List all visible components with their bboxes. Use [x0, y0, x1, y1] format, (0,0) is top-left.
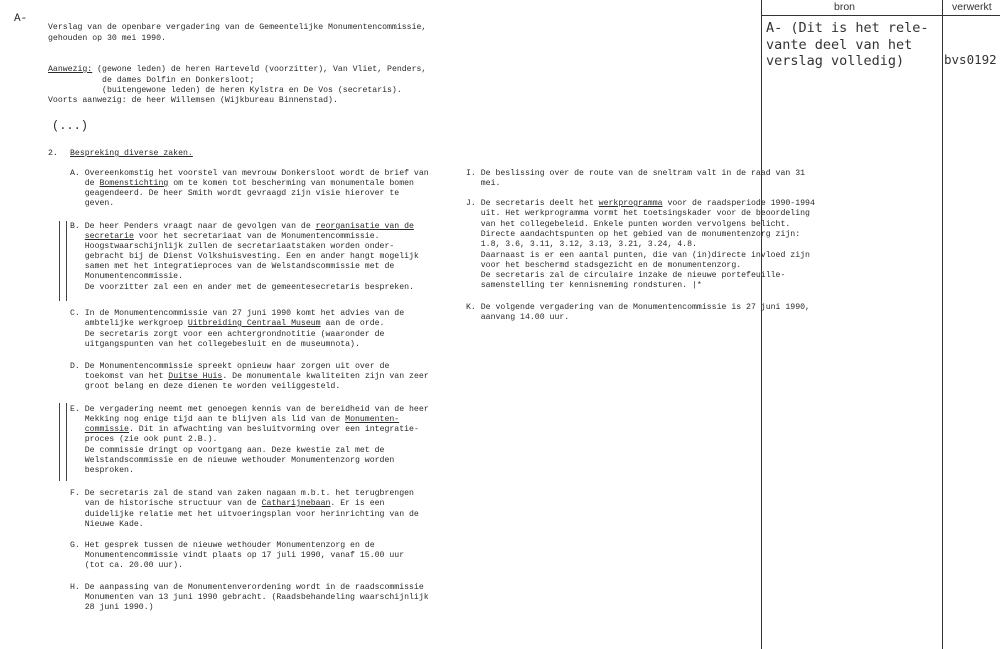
item-b-margin-bars [59, 221, 67, 301]
item-j-line-4: Directe aandachtspunten op het gebied van de monumentenzorg zijn: [466, 230, 801, 239]
item-f-line-2: van de historische structuur van de Catharijnebaan. Er is een [70, 499, 385, 508]
attendance-label: Aanwezig: [48, 65, 93, 74]
item-j-line-2: uit. Het werkprogramma vormt het toetsingskader voor de beoordeling [466, 209, 810, 218]
item-a-line-4: geven. [70, 199, 115, 208]
item-c-line-1: C. In de Monumentencommissie van 27 juni 1990 komt het advies van de [70, 309, 405, 318]
item-d-line-1: D. De Monumentencommissie spreekt opnieuw haar zorgen uit over de [70, 362, 390, 371]
margin-note-line-3: verslag volledig) [766, 53, 905, 69]
item-c-line-3: De secretaris zorgt voor een achtergrondnotitie (waaronder de [70, 330, 385, 339]
section-number: 2. [48, 149, 58, 158]
item-b-line-7: De voorzitter zal een en ander met de gemeentesecretaris bespreken. [70, 283, 414, 292]
margin-column-divider [942, 0, 943, 649]
item-f-line-1: F. De secretaris zal de stand van zaken nagaan m.b.t. het terugbrengen [70, 489, 414, 498]
item-e-line-4: proces (zie ook punt 2.B.). [70, 435, 218, 444]
item-j-line-3: van het collegebeleid. Enkele punten worden vervolgens belicht. [466, 220, 791, 229]
report-title-line-2: gehouden op 30 mei 1990. [48, 34, 166, 43]
item-d-line-2: toekomst van het Duitse Huis. De monumentale kwaliteiten zijn van zeer [70, 372, 429, 381]
margin-header-rule [761, 15, 1000, 16]
attendance-line-3: (buitengewone leden) de heren Kylstra en De Vos (secretaris). [48, 86, 402, 95]
item-b-line-5: samen met het integratieproces van de Welstandscommissie met de [70, 262, 395, 271]
margin-note-line-2: vante deel van het [766, 37, 913, 53]
item-b-line-6: Monumentencommissie. [70, 272, 184, 281]
attendance-line-4: Voorts aanwezig: de heer Willemsen (Wijkbureau Binnenstad). [48, 96, 338, 105]
item-j-line-6: Daarnaast is er een aantal punten, die van (in)directe invloed zijn [466, 251, 810, 260]
page-marker: A- [14, 13, 28, 25]
item-k-line-1: K. De volgende vergadering van de Monumentencommissie is 27 juni 1990, [466, 303, 810, 312]
item-e-line-6: Welstandscommissie en de nieuwe wethouder Monumentenzorg worden [70, 456, 395, 465]
attendance-line-2: de dames Dolfin en Donkersloot; [48, 76, 255, 85]
margin-reference-code: bvs0192 [944, 52, 997, 67]
item-e-line-5: De commissie dringt op voortgang aan. Deze kwestie zal met de [70, 446, 385, 455]
item-a-line-3: geagendeerd. De heer Smith wordt gevraagd zijn visie hierover te [70, 189, 400, 198]
margin-left-border [761, 0, 762, 649]
attendance-line-1: Aanwezig: (gewone leden) de heren Harteveld (voorzitter), Van Vliet, Penders, [48, 65, 427, 74]
item-i-line-2: mei. [466, 179, 501, 188]
item-e-line-7: besproken. [70, 466, 134, 475]
item-f-line-3: duidelijke relatie met het uitvoeringsplan voor herinrichting van de [70, 510, 419, 519]
item-g-line-1: G. Het gesprek tussen de nieuwe wethouder Monumentenzorg en de [70, 541, 375, 550]
column-header-verwerkt: verwerkt [952, 1, 992, 13]
section-title: Bespreking diverse zaken. [70, 149, 193, 158]
item-j-line-8: De secretaris zal de circulaire inzake de nieuwe portefeuille- [466, 271, 786, 280]
item-h-line-3: 28 juni 1990.) [70, 603, 154, 612]
item-c-line-4: uitgangspunten van het collegebesluit en de museumnota). [70, 340, 360, 349]
item-g-line-2: Monumentencommissie vindt plaats op 17 juli 1990, vanaf 15.00 uur [70, 551, 405, 560]
item-j-line-7: voor het beschermd stadsgezicht en de monumentenzorg. [466, 261, 742, 270]
item-b-line-3: Hoogstwaarschijnlijk zullen de secretariaatstaken worden onder- [70, 242, 395, 251]
item-c-line-2: ambtelijke werkgroep Uitbreiding Centraal Museum aan de orde. [70, 319, 385, 328]
item-j-line-5: 1.8, 3.6, 3.11, 3.12, 3.13, 3.21, 3.24, 4.8. [466, 240, 697, 249]
item-b-line-4: gebracht bij de Dienst Volkshuisvesting. Een en ander hangt mogelijk [70, 252, 419, 261]
ellipsis: (...) [52, 119, 89, 133]
item-a-line-2: de Bomenstichting om te komen tot bescherming van monumentale bomen [70, 179, 414, 188]
item-a-line-1: A. Overeenkomstig het voorstel van mevrouw Donkersloot wordt de brief van [70, 169, 429, 178]
item-d-line-3: groot belang en deze dienen te worden veiliggesteld. [70, 382, 341, 391]
item-h-line-1: H. De aanpassing van de Monumentenverordening wordt in de raadscommissie [70, 583, 424, 592]
item-k-line-2: aanvang 14.00 uur. [466, 313, 570, 322]
item-j-line-9: samenstelling ter kennisneming rondsturen. |* [466, 281, 702, 290]
item-e-line-3: commissie. Dit in afwachting van besluitvorming over een integratie- [84, 425, 419, 434]
item-f-line-4: Nieuwe Kade. [70, 520, 144, 529]
item-e-line-2: Mekking nog enige tijd aan te blijven als lid van de Monumenten- [70, 415, 400, 424]
item-b-line-2: secretarie voor het secretariaat van de Monumentencommissie. [84, 232, 380, 241]
item-b-line-1: B. De heer Penders vraagt naar de gevolgen van de reorganisatie van de [70, 222, 414, 231]
margin-note-line-1: A- (Dit is het rele- [766, 20, 929, 36]
item-h-line-2: Monumenten van 13 juni 1990 gebracht. (Raadsbehandeling waarschijnlijk [70, 593, 429, 602]
report-title-line-1: Verslag van de openbare vergadering van de Gemeentelijke Monumentencommissie, [48, 23, 427, 32]
item-e-line-1: E. De vergadering neemt met genoegen kennis van de bereidheid van de heer [70, 405, 429, 414]
item-e-margin-bars [59, 403, 67, 481]
column-header-bron: bron [834, 1, 856, 13]
item-j-line-1: J. De secretaris deelt het werkprogramma voor de raadsperiode 1990-1994 [466, 199, 815, 208]
item-g-line-3: (tot ca. 20.00 uur). [70, 561, 184, 570]
link-bomenstichting: Bomenstichting [99, 179, 169, 188]
item-i-line-1: I. De beslissing over de route van de sneltram valt in de raad van 31 [466, 169, 806, 178]
